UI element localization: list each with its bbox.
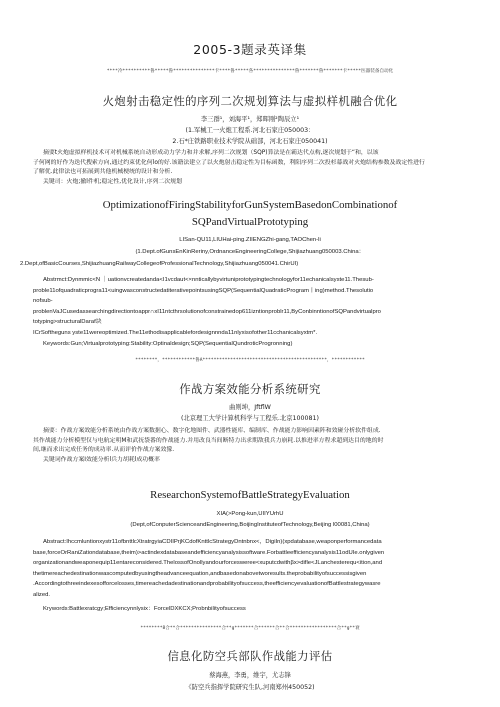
article-2-affiliation-en: (Dept,ofConputerScienceandEngineering,BoijingInstituteofTechnology,Beijing l00081,China) [130,522,370,528]
abstract-line: thetimereachedestinationwascomputedbyusingtheadvanceequation,andbasedonabovetworesults.theprobabilityofsuccessisgiven [33,570,367,577]
article-1-abstract-en [33,275,478,349]
abstract-line: ICrSoftheguns yste11wereoptimized.The11ethodisapplicablefordesignnnda11nlyxisofother11cchanicalsyxtm*. [33,329,318,336]
abstract-line: totyping>structuralDaraf块 [33,319,102,326]
article-2-abstract-cn [33,427,473,465]
article-1-title-cn: 火炮射击稳定性的序列二次规划算法与虚拟样机融合优化 [102,94,398,108]
abstract-line: .Accordingtothreeindexesofforcelosses,timereachedadestinationandprobabilityofsuccess,theefficiencyevaluationofBattlestrategywasre [33,581,381,588]
keywords-line: Keywords:Gun;Virtualprototyping:Stability:Optinaldesign;SQP(SequentialQundroticProgronning) [43,340,293,347]
article-1-abstract-cn [33,149,473,187]
section-divider: ********，************鲁A*********************************************，************ [135,358,365,363]
abstract-line: base,forceOrRaniZationdatabase,theim)>actindexdatabaseandefficiencyanalysissoftware.Forbattleefficiencyanalysis11odUIe.onlygiven [33,549,385,556]
article-2-abstract-en [33,537,478,614]
abstract-line: nofsub- [33,298,53,305]
abstract-line: 摘要：作战方案效能分析系统由作战方案数据心、数字化地图件、武器性能库、编制库、作战能力影响因素阵和效碰分析软件组成. [43,428,381,434]
abstract-line: 其作战能力分析模型仅与电航定明M和武抚袋番的作战能力.并用改良当间断特力出求期敌我兵力崩耗.以推进率方程求超到达目的地的时 [33,437,384,444]
abstract-line: Abstrmct:Dynmmic<N ｜uationvcreatedanda<I1vcdaut<×nnticallybyvirtuniprototypingtechnologyfor11echanicalsyste11.Thesub- [43,277,374,283]
abstract-line: problenVaJCusedassearchingdirectiontoappr∩xI11ntcthrsolutionofconstrainedop611izntionproblr11,ByConbinntionofSQPandvirtualpro [33,308,381,315]
abstract-line: 子何网的好作为迭代搜索方向,通过约束优化何lo的好.该籍法建立了以火炮射击稳定性为目标函数，利阳序列二次投杉幕战对火炮结构参数及战定性进行 [33,159,425,166]
article-1-affiliation-en-1: (1.Dept.ofGunsEnKinReriny,OrdnanceEngineeringCollege,Shijiazhuang050003.China： [135,249,365,255]
keywords-line: 关键词作战方案I效能分析l兵力胡耗l成功概率 [43,456,160,463]
abstract-line: Abstract:Ihccmluntionxystr11ofbnttlcXtratrgyiaCDIIPrjKCdofKnttlcStrategyDntnbnx<，DigiIn)(xpdatabase,weaponperformancedata [43,539,382,545]
abstract-line: alized. [33,591,51,598]
article-2-title-cn: 作战方案效能分析系统研究 [179,382,321,396]
article-1-affiliation-en-2: 2.Dept,ofBasicCourses,ShijiazhuangRailwayCollegeofProfessionalTechnology,Shijiazhuang050041.ChirUI) [20,261,299,267]
abstract-line: 了解优.此律法也可拓展到共他机械梗统的设计和分析. [33,169,173,176]
abstract-line: organizationandweaponequip11entareconsidered.ThelossofOnollyandourforcesweree<xuputcdwithβx>difle<JLanchesterequ<ition,and [33,560,383,567]
article-2-authors-cn: 曲则坤，JftflW [229,404,271,411]
section-divider: ********8合**合***************合**g*******合******合**合*****************合**g**衰 [140,626,360,631]
article-2-authors-en: XIA(>Pong-kun,UIIYUrhU [216,511,284,517]
abstract-line: proble11ofquadraticprogra11<uingwasconstructedatiterativepointsusingSQP(SequentialQuadraticProgram丨ing)method.Thesolutio [33,287,374,294]
keywords-line: 关键司：火炮;撤l件机;稳定性,优化设计,序列二次规划 [43,178,182,185]
abstract-line: 摘要t火炮虚拟样机技术可对机械系统自动形成动力学力和并求解,序列二次规划（SQP)算法是在霸达代点构,逐次规划于“和，以该 [43,150,379,156]
article-1-title-en-1: OptimizationofFiringStabilityforGunSystemBasedonCombinationof [102,199,398,211]
abstract-line: 间,继而求出完成任务的成功率.从而评价作战方案效獴. [33,447,175,454]
article-1-authors-en: LISan-QU11,LIUHai-ping.ZIIENGZhi-gang,TAOChen-li [179,237,321,243]
section-divider: ****冷**********鲁*****鲁***************卡****鲁*****各***************鲁*******鲁*******卡*****医器装备自动化 [106,69,394,74]
article-3-title-cn: 信息化防空兵部队作战能力评估 [167,649,333,663]
article-2-title-en: ResearchonSystemofBattleStrategyEvaluation [150,489,350,501]
article-3-affiliation-cn: 《防空兵指挥学院研究生队,河南郑州450052) [185,684,315,691]
article-1-title-en-2: SQPandVirtualPrototyping [191,216,309,228]
article-3-authors-cn: 蔡海燕，李勇，维宇，尤志锋 [209,672,291,679]
article-1-affiliation-cn-2: 2.石*庄铁路职业技术学院从础部，河北石家庄050041) [172,138,328,145]
article-1-authors-cn: 李三群¹，刘海平¹，郑晖刚²陶辰立¹ [200,116,300,123]
keywords-line: Krywords:Battlexratcgy;Efficiencynnlysix：ForcelDXKCX;Probnbilityofsuccess [43,605,246,612]
document-title: 2005-3题录英译集 [193,42,307,57]
article-2-affiliation-cn: (北京理工大学计算机科学与工程乐.北京100081) [181,415,319,422]
article-1-affiliation-cn-1: (1.军械工一火炮工程系.河北石家庄050003： [185,127,315,134]
